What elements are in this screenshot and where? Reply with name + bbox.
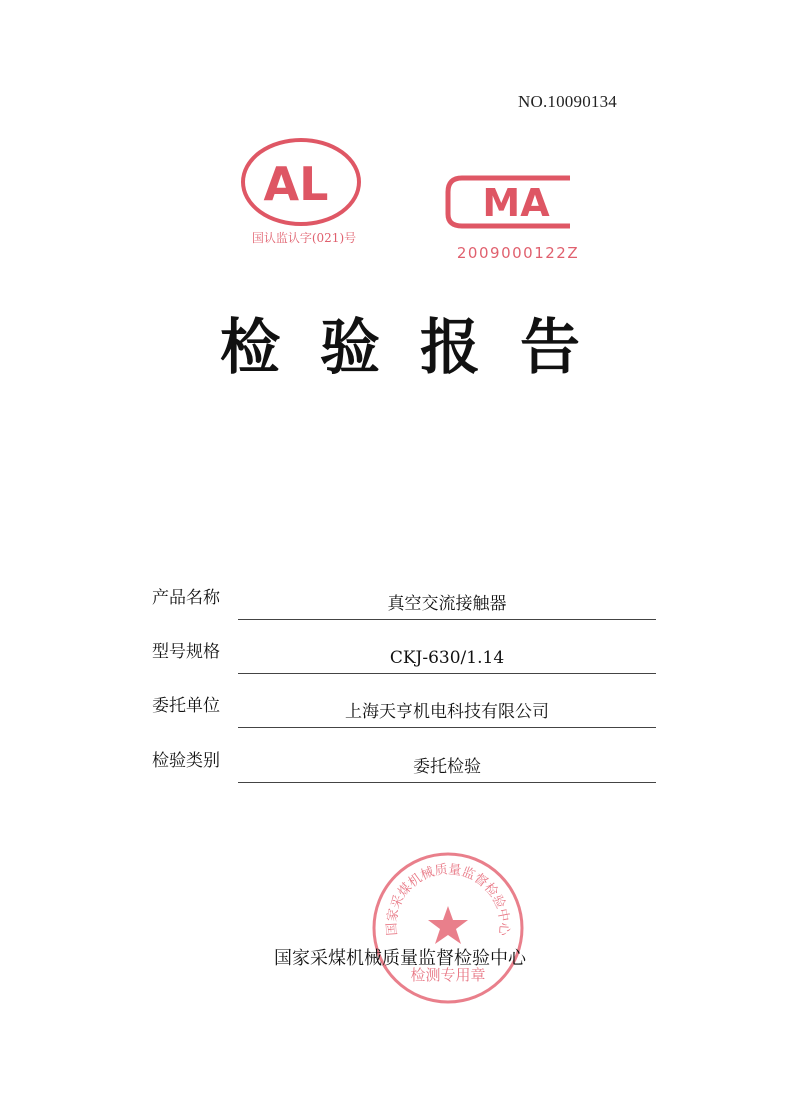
field-product-name [152, 580, 656, 620]
report-number: NO.10090134 [518, 92, 618, 111]
field-value: 上海天亨机电科技有限公司 [345, 702, 549, 722]
cma-metrology-mark [438, 166, 598, 266]
report-title: 检验报告 [220, 313, 620, 383]
cma-number: 2009000122Z [456, 244, 580, 262]
field-underline [238, 727, 656, 728]
field-value: 真空交流接触器 [387, 594, 507, 614]
field-client [152, 688, 656, 728]
field-label: 型号规格 [152, 642, 220, 662]
field-underline [238, 782, 656, 783]
issuing-organization: 国家采煤机械质量监督检验中心 [274, 948, 526, 969]
svg-text:AL: AL [263, 157, 329, 211]
cal-caption: 国认监认字(021)号 [251, 231, 357, 245]
field-inspection-type [152, 743, 656, 783]
field-label: 委托单位 [152, 696, 220, 716]
official-seal [368, 848, 528, 1008]
field-underline [238, 673, 656, 674]
field-model-spec [152, 634, 656, 674]
field-value: 委托检验 [413, 757, 481, 777]
svg-text:MA: MA [482, 181, 550, 225]
field-label: 产品名称 [152, 588, 220, 608]
field-label: 检验类别 [152, 751, 220, 771]
seal-bottom-text: 检测专用章 [410, 966, 486, 984]
seal-arc-text: 国家采煤机械质量监督检验中心 [384, 862, 512, 937]
star-icon [428, 906, 468, 944]
field-underline [238, 619, 656, 620]
cal-accreditation-mark [226, 130, 376, 250]
field-value: CKJ-630/1.14 [389, 648, 505, 668]
